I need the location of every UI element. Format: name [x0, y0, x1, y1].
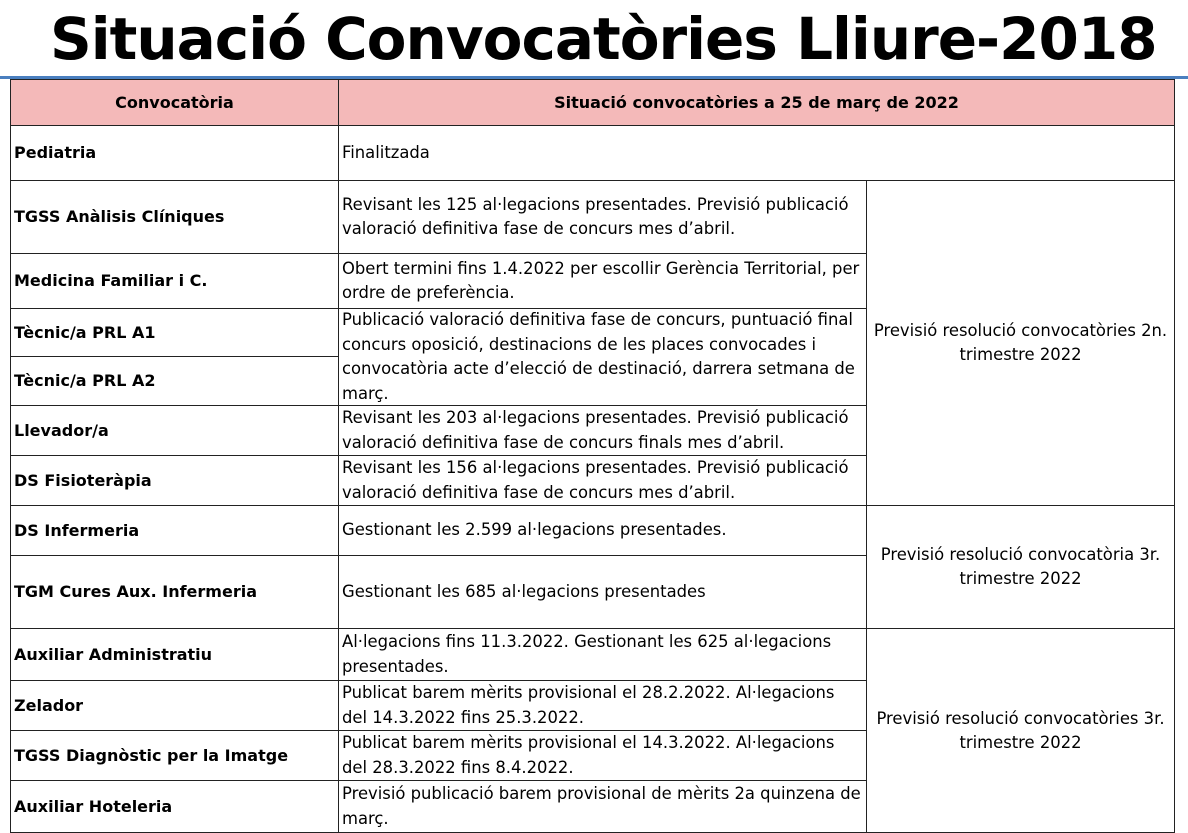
row-status-tgm-cures: Gestionant les 685 al·legacions presentades — [339, 556, 867, 629]
forecast-q3-2022-b: Previsió resolució convocatòries 3r. trimestre 2022 — [867, 629, 1175, 833]
forecast-q2-2022: Previsió resolució convocatòries 2n. trimestre 2022 — [867, 181, 1175, 506]
row-status-auxiliar-administratiu: Al·legacions fins 11.3.2022. Gestionant les 625 al·legacions presentades. — [339, 629, 867, 681]
row-name-auxiliar-administratiu: Auxiliar Administratiu — [10, 629, 339, 681]
forecast-q3-2022-a: Previsió resolució convocatòria 3r. trimestre 2022 — [867, 506, 1175, 629]
status-table — [10, 79, 1175, 833]
row-name-prl-a1: Tècnic/a PRL A1 — [10, 309, 339, 357]
row-name-tgss-diagnostic: TGSS Diagnòstic per la Imatge — [10, 731, 339, 781]
row-status-auxiliar-hoteleria: Previsió publicació barem provisional de mèrits 2a quinzena de març. — [339, 781, 867, 833]
row-status-tgss-diagnostic: Publicat barem mèrits provisional el 14.3.2022. Al·legacions del 28.3.2022 fins 8.4.2022. — [339, 731, 867, 781]
row-status-ds-infermeria: Gestionant les 2.599 al·legacions presentades. — [339, 506, 867, 556]
row-status-llevador: Revisant les 203 al·legacions presentades. Previsió publicació valoració definitiva fase de concurs finals mes d’abril. — [339, 406, 867, 456]
row-name-pediatria: Pediatria — [10, 126, 339, 181]
row-status-prl: Publicació valoració definitiva fase de concurs, puntuació final concurs oposició, destinacions de les places convocades i convocatòria acte d’elecció de destinació, darrera setmana de març. — [339, 309, 867, 406]
row-name-prl-a2: Tècnic/a PRL A2 — [10, 357, 339, 406]
row-status-medicina-familiar: Obert termini fins 1.4.2022 per escollir Gerència Territorial, per ordre de preferència. — [339, 254, 867, 309]
row-name-ds-fisioterapia: DS Fisioteràpia — [10, 456, 339, 506]
row-status-zelador: Publicat barem mèrits provisional el 28.2.2022. Al·legacions del 14.3.2022 fins 25.3.2022. — [339, 681, 867, 731]
column-header-situacio: Situació convocatòries a 25 de març de 2022 — [339, 79, 1175, 126]
row-name-auxiliar-hoteleria: Auxiliar Hoteleria — [10, 781, 339, 833]
row-name-tgm-cures: TGM Cures Aux. Infermeria — [10, 556, 339, 629]
row-name-ds-infermeria: DS Infermeria — [10, 506, 339, 556]
row-status-tgss-analisis: Revisant les 125 al·legacions presentades. Previsió publicació valoració definitiva fase de concurs mes d’abril. — [339, 181, 867, 254]
column-header-convocatoria: Convocatòria — [10, 79, 339, 126]
page-title: Situació Convocatòries Lliure-2018 — [50, 5, 1157, 73]
row-name-llevador: Llevador/a — [10, 406, 339, 456]
row-name-medicina-familiar: Medicina Familiar i C. — [10, 254, 339, 309]
row-name-tgss-analisis: TGSS Anàlisis Clíniques — [10, 181, 339, 254]
row-name-zelador: Zelador — [10, 681, 339, 731]
row-status-pediatria: Finalitzada — [339, 126, 1175, 181]
row-status-ds-fisioterapia: Revisant les 156 al·legacions presentades. Previsió publicació valoració definitiva fase de concurs mes d’abril. — [339, 456, 867, 506]
